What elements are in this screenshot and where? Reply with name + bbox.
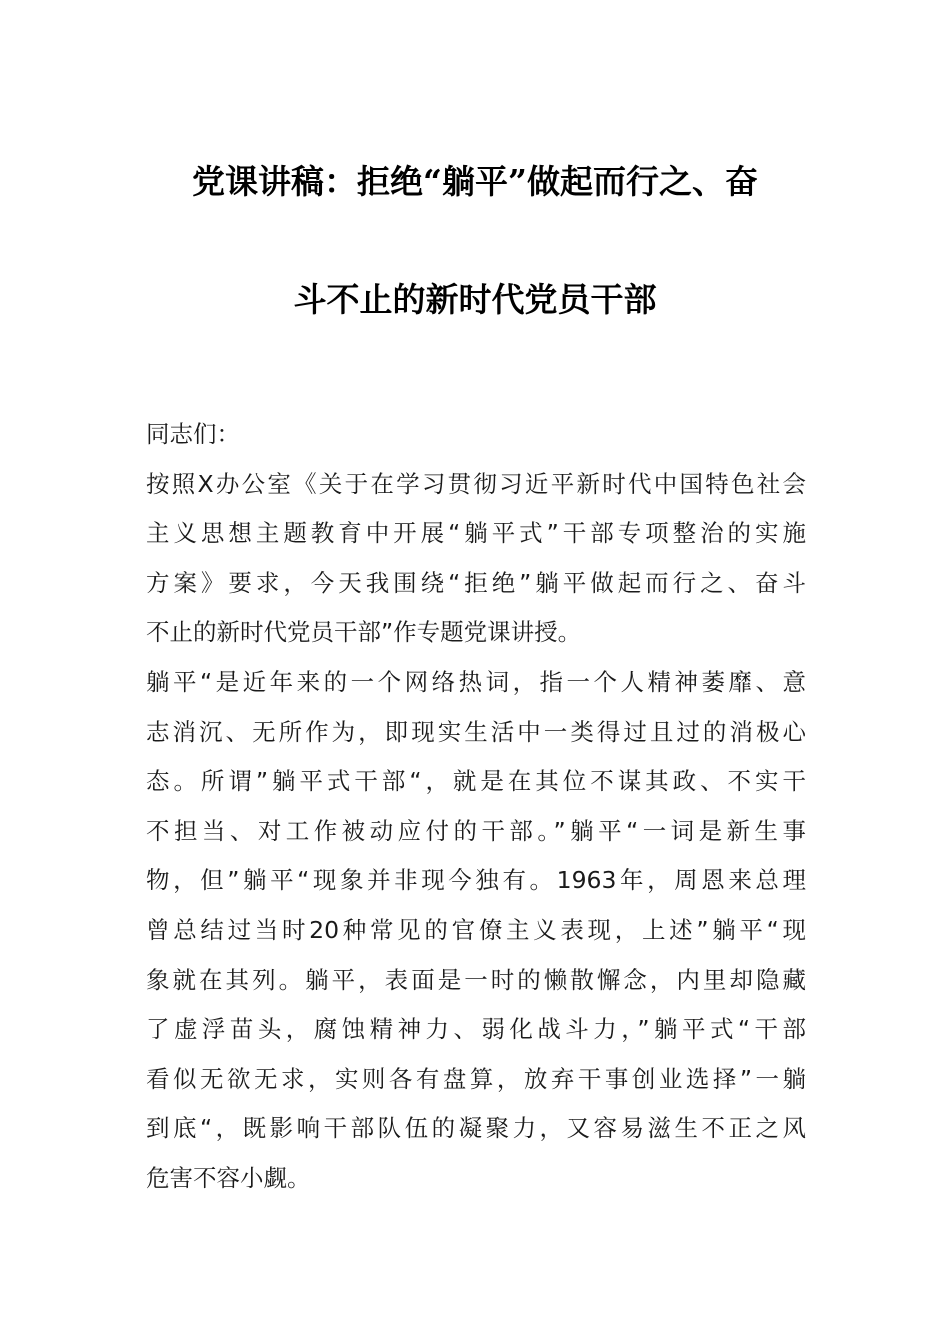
paragraph-2-line: 危害不容小觑。 bbox=[146, 1163, 311, 1192]
salutation-text: 同志们： bbox=[146, 420, 240, 448]
paragraph-1-line: 不止的新时代党员干部”作专题党课讲授。 bbox=[146, 618, 582, 647]
paragraph-2-line: 志消沉、无所作为，即现实生活中一类得过且过的消极心 bbox=[146, 717, 806, 746]
paragraph-1-line: 按照X办公室《关于在学习贯彻习近平新时代中国特色社会 bbox=[146, 469, 806, 498]
salutation bbox=[146, 410, 806, 460]
paragraph-1-line: 主义思想主题教育中开展“躺平式”干部专项整治的实施 bbox=[146, 519, 806, 548]
paragraph-2-line: 态。所谓”躺平式干部“，就是在其位不谋其政、不实干 bbox=[146, 767, 806, 796]
paragraph-2-line: 躺平“是近年来的一个网络热词，指一个人精神萎靡、意 bbox=[146, 667, 806, 696]
document-title-line-1: 党课讲稿：拒绝“躺平”做起而行之、奋 bbox=[192, 162, 758, 201]
paragraph-2-line: 物，但”躺平“现象并非现今独有。1963年，周恩来总理 bbox=[146, 866, 806, 895]
paragraph-2-line: 看似无欲无求，实则各有盘算，放弃干事创业选择”一躺 bbox=[146, 1064, 806, 1093]
paragraph-1-line: 方案》要求，今天我围绕“拒绝”躺平做起而行之、奋斗 bbox=[146, 568, 806, 597]
paragraph-2-line: 了虚浮苗头，腐蚀精神力、弱化战斗力，”躺平式“干部 bbox=[146, 1015, 806, 1044]
paragraph-2-line: 象就在其列。躺平，表面是一时的懒散懈念，内里却隐藏 bbox=[146, 965, 806, 994]
document-title-line-2: 斗不止的新时代党员干部 bbox=[293, 280, 657, 319]
paragraph-2 bbox=[146, 658, 806, 1204]
paragraph-2-line: 曾总结过当时20种常见的官僚主义表现，上述”躺平“现 bbox=[146, 915, 806, 944]
paragraph-1 bbox=[146, 460, 806, 658]
paragraph-2-line: 到底“，既影响干部队伍的凝聚力，又容易滋生不正之风 bbox=[146, 1114, 806, 1143]
document-body bbox=[146, 410, 806, 1204]
paragraph-2-line: 不担当、对工作被动应付的干部。”躺平“一词是新生事 bbox=[146, 816, 806, 845]
